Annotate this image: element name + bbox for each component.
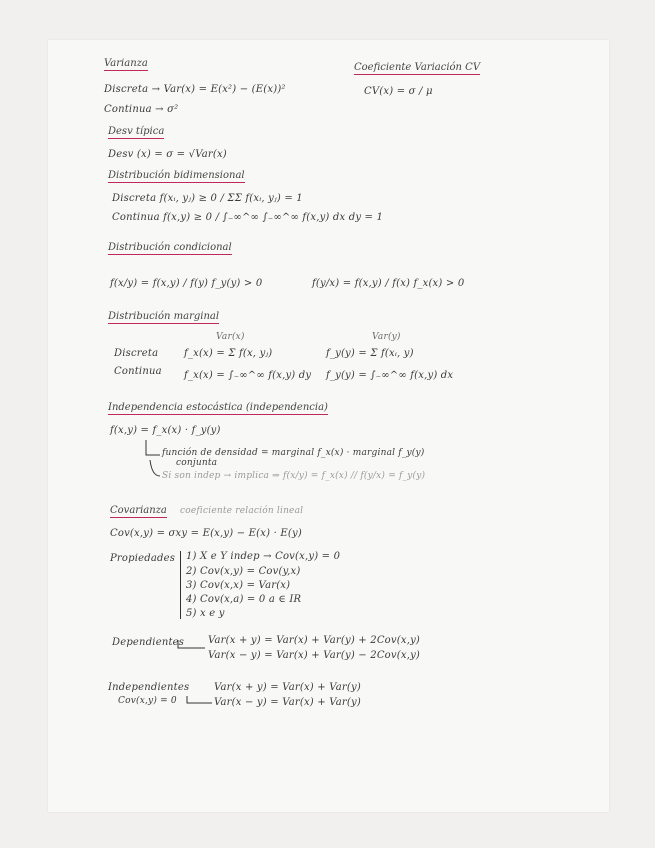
independientes-label: Independientes: [108, 682, 190, 693]
dist-bidimensional-discreta: Discreta f(xᵢ, yⱼ) ≥ 0 / ΣΣ f(xᵢ, yⱼ) = 1: [112, 193, 303, 204]
independencia-note-1: función de densidad = marginal f_x(x) · marginal f_y(y): [162, 448, 425, 458]
marginal-varx: Var(x): [216, 332, 245, 342]
marginal-discreta-fx: f_x(x) = Σ f(x, yⱼ): [184, 348, 273, 359]
coef-variacion-heading: Coeficiente Variación CV: [354, 62, 481, 73]
dist-condicional-fxy: f(x/y) = f(x,y) / f(y) f_y(y) > 0: [110, 278, 263, 289]
propiedad-5: 5) x e y: [186, 608, 225, 619]
propiedad-4: 4) Cov(x,a) = 0 a ∈ IR: [186, 594, 302, 605]
dependientes-resta: Var(x − y) = Var(x) + Var(y) − 2Cov(x,y): [208, 650, 421, 661]
coef-variacion-formula: CV(x) = σ / μ: [364, 86, 433, 97]
covarianza-formula: Cov(x,y) = σxy = E(x,y) − E(x) · E(y): [110, 528, 302, 539]
covarianza-heading: Covarianza: [110, 505, 167, 516]
desv-tipica-heading: Desv típica: [108, 126, 165, 137]
desv-tipica-formula: Desv (x) = σ = √Var(x): [108, 149, 227, 160]
independence-arrow-1: [146, 440, 160, 455]
dist-condicional-fyx: f(y/x) = f(x,y) / f(x) f_x(x) > 0: [312, 278, 465, 289]
marginal-discreta-fy: f_y(y) = Σ f(xᵢ, y): [326, 348, 414, 359]
marginal-discreta-label: Discreta: [114, 348, 159, 359]
varianza-discreta: Discreta → Var(x) = E(x²) − (E(x))²: [104, 84, 286, 95]
covarianza-subtitle: coeficiente relación lineal: [180, 506, 304, 516]
marginal-continua-fy: f_y(y) = ∫₋∞^∞ f(x,y) dx: [326, 370, 454, 381]
marginal-continua-label: Continua: [114, 366, 162, 377]
independientes-suma: Var(x + y) = Var(x) + Var(y): [214, 682, 361, 693]
propiedad-3: 3) Cov(x,x) = Var(x): [186, 580, 291, 591]
dist-condicional-heading: Distribución condicional: [108, 242, 232, 253]
marginal-vary: Var(y): [372, 332, 401, 342]
independencia-heading: Independencia estocástica (independencia): [108, 402, 328, 413]
dist-marginal-heading: Distribución marginal: [108, 311, 220, 322]
independencia-formula: f(x,y) = f_x(x) · f_y(y): [110, 425, 221, 436]
propiedades-brace: [180, 551, 181, 619]
independence-arrow-2: [150, 460, 160, 476]
varianza-continua: Continua → σ²: [104, 104, 179, 115]
dependientes-label: Dependientes: [112, 637, 185, 648]
propiedades-label: Propiedades: [110, 553, 176, 564]
marginal-continua-fx: f_x(x) = ∫₋∞^∞ f(x,y) dy: [184, 370, 312, 381]
dist-bidimensional-heading: Distribución bidimensional: [108, 170, 245, 181]
independientes-cov-cero: Cov(x,y) = 0: [118, 696, 177, 706]
propiedad-2: 2) Cov(x,y) = Cov(y,x): [186, 566, 301, 577]
independencia-note-1-sub: conjunta: [176, 458, 218, 468]
independientes-arrow: [187, 696, 212, 703]
dependientes-suma: Var(x + y) = Var(x) + Var(y) + 2Cov(x,y): [208, 635, 421, 646]
independencia-note-2: Si son indep → implica ⇒ f(x/y) = f_x(x) // f(y/x) = f_y(y): [162, 471, 426, 481]
independientes-resta: Var(x − y) = Var(x) + Var(y): [214, 697, 361, 708]
propiedad-1: 1) X e Y indep → Cov(x,y) = 0: [186, 551, 341, 562]
dist-bidimensional-continua: Continua f(x,y) ≥ 0 / ∫₋∞^∞ ∫₋∞^∞ f(x,y) dx dy = 1: [112, 212, 384, 223]
varianza-heading: Varianza: [104, 58, 148, 69]
